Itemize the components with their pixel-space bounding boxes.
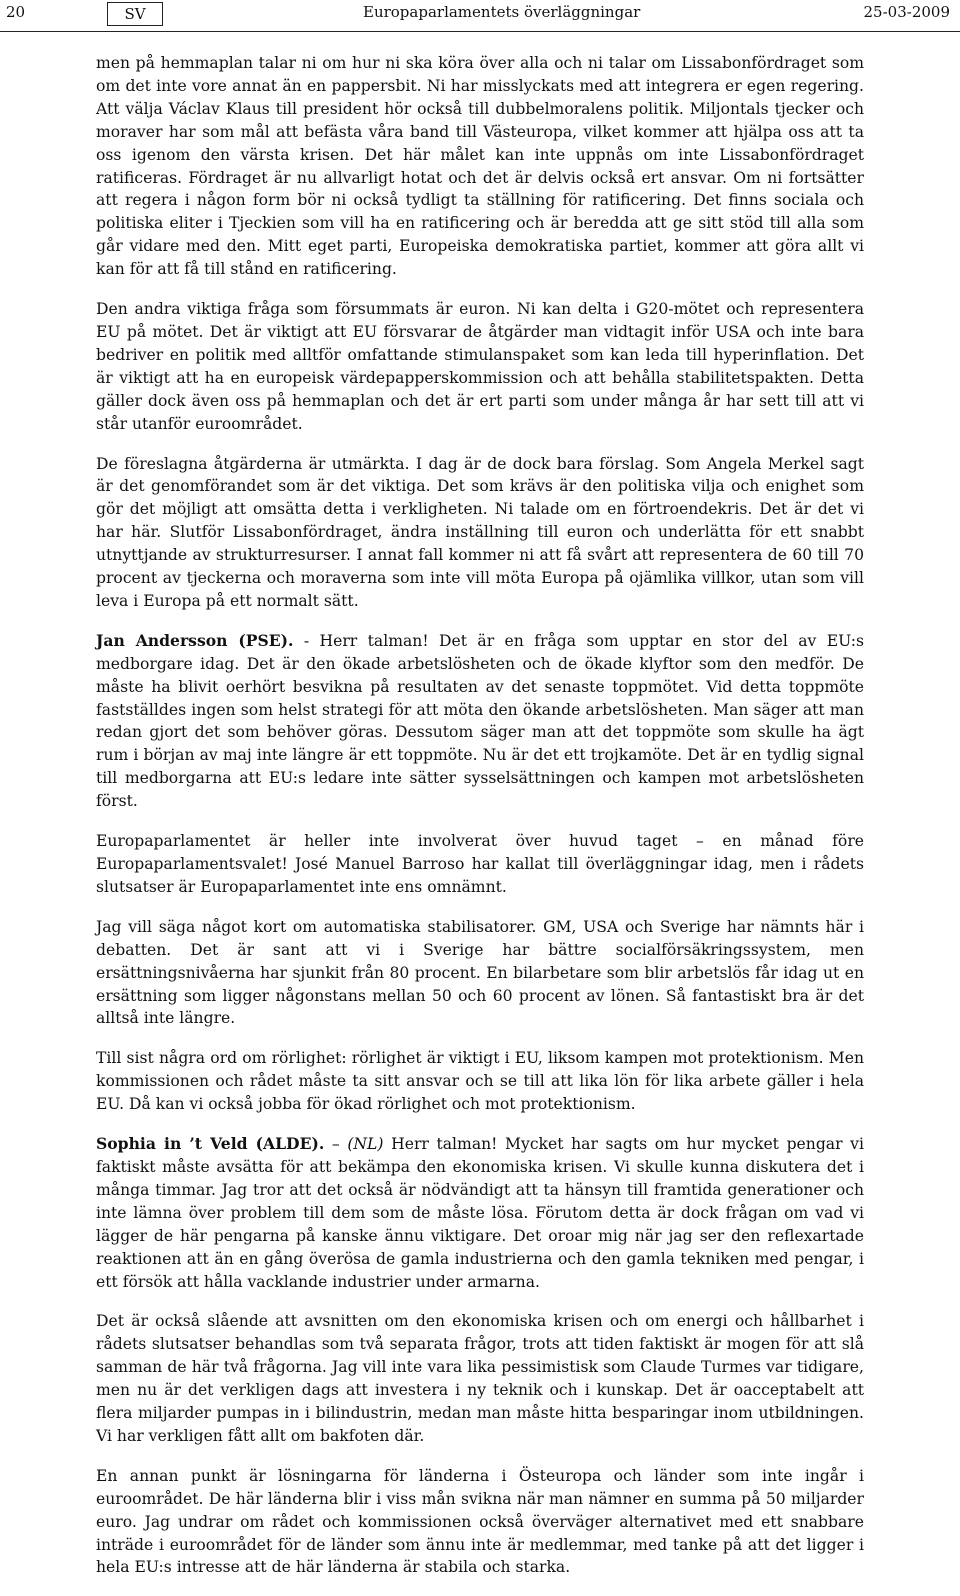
speech-text: Herr talman! Mycket har sagts om hur mycket pengar vi faktiskt måste avsätta för att bekämpa den ekonomiska krisen. Vi skulle kunna diskutera det i många timmar. Jag tror att det också är nödvändigt att ta hänsyn till framtida generationer och inte lämna över problem till dem som de måste lösa. Förutom detta är dock frågan om vad vi lägger de här pengarna på kanske ännu viktigare. Det oroar mig när jag ser den reflexartade reaktionen att än en gång överösa de gamla industrierna och den gamla tekniken med pengar, i ett försök att hålla vacklande industrier under armarna. — [96, 1135, 864, 1291]
language-code-box: SV — [107, 2, 163, 26]
speaker-name: Jan Andersson (PSE). — [96, 630, 294, 650]
speech-opening-andersson — [96, 630, 864, 813]
paragraph: Den andra viktiga fråga som försummats är euron. Ni kan delta i G20-mötet och representera EU på mötet. Det är viktigt att EU försvarar de åtgärder man vidtagit inför USA och inte bara bedriver en politik med alltför omfattande stimulanspaket som kan leda till hyperinflation. Det är viktigt att ha en europeisk värdepapperskommission och att behålla stabilitetspakten. Detta gäller dock även oss på hemmaplan och det är ert parti som under många år har sett till att vi står utanför euroområdet. — [96, 300, 864, 433]
paragraph: Till sist några ord om rörlighet: rörlighet är viktigt i EU, liksom kampen mot protektionism. Men kommissionen och rådet måste ta sitt ansvar och se till att lika lön för lika arbete gäller i hela EU. Då kan vi också jobba för ökad rörlighet och mot protektionism. — [96, 1049, 864, 1114]
document-body — [96, 52, 864, 1596]
speaker-name: Sophia in ’t Veld (ALDE). — [96, 1134, 325, 1154]
dash: – — [324, 1135, 348, 1154]
header-divider — [0, 31, 960, 32]
paragraph: Det är också slående att avsnitten om den ekonomiska krisen och om energi och hållbarhet i rådets slutsatser behandlas som två separata frågor, trots att tiden faktiskt är mogen för att slå samman de här två frågorna. Jag vill inte vara lika pessimistisk som Claude Turmes var tidigare, men nu är det verkligen dags att investera i ny teknik och i kunskap. Det är oacceptabelt att flera miljarder pumpas in i bilindustrin, medan man måste hitta besparingar inom utbildningen. Vi har verkligen fått allt om bakfoten där. — [96, 1312, 864, 1445]
speech-text: - Herr talman! Det är en fråga som upptar en stor del av EU:s medborgare idag. Det är den ökade arbetslösheten och de ökade klyftor som den medför. De måste ha blivit oerhört besvikna på resultaten av det senaste toppmötet. Vid detta toppmöte fastställdes ingen som helst strategi för att möta den ökande arbetslösheten. Man säger att man redan gjort det som behöver göras. Dessutom säger man att det toppmöte som skulle ha ägt rum i början av maj inte längre är ett toppmöte. Nu är det ett trojkamöte. Det är en tydlig signal till medborgarna att EU:s ledare inte sätter sysselsättningen och kampen mot arbetslösheten först. — [96, 631, 865, 811]
speech-opening-veld — [96, 1133, 864, 1293]
paragraph: Jag vill säga något kort om automatiska stabilisatorer. GM, USA och Sverige har nämnts här i debatten. Det är sant att vi i Sverige har bättre socialförsäkringssystem, men ersättningsnivåerna har sjunkit från 80 procent. En bilarbetare som blir arbetslös får idag ut en ersättning som ligger någonstans mellan 50 och 60 procent av lönen. Så fantastiskt bra är det alltså inte längre. — [96, 917, 864, 1028]
publication-date: 25-03-2009 — [863, 3, 950, 21]
paragraph: men på hemmaplan talar ni om hur ni ska köra över alla och ni talar om Lissabonfördraget som om det inte vore annat än en pappersbit. Ni har misslyckats med att integrera er egen regering. Att välja Václav Klaus till president hör också till dubbelmoralens politik. Miljontals tjecker och moraver har som mål att befästa våra band till Västeuropa, vilket kommer att hjälpa oss att ta oss igenom den värsta krisen. Det här målet kan inte uppnås om inte Lissabonfördraget ratificeras. Fördraget är nu allvarligt hotat och det är delvis också ert ansvar. Om ni fortsätter att regera i någon form bör ni också tydligt ta ställning för ratificering. Det finns sociala och politiska eliter i Tjeckien som vill ha en ratificering och är beredda att ge sitt stöd till alla som går vidare med den. Mitt eget parti, Europeiska demokratiska partiet, kommer att göra allt vi kan för att få till stånd en ratificering. — [96, 54, 864, 279]
paragraph: De föreslagna åtgärderna är utmärkta. I dag är de dock bara förslag. Som Angela Merkel sagt är det genomförandet som är det viktiga. Det som krävs är den politiska vilja och enighet som gör det möjligt att omsätta detta i verkligheten. Ni talade om en förtroendekris. Det är det vi har här. Slutför Lissabonfördraget, ändra inställning till euron och underlätta för ett snabbt utnyttjande av strukturresurser. I annat fall kommer ni att få svårt att representera de 60 till 70 procent av tjeckerna och moraverna som inte vill möta Europa på ojämlika villkor, utan som vill leva i Europa på ett normalt sätt. — [96, 454, 864, 610]
paragraph: Europaparlamentet är heller inte involverat över huvud taget – en månad före Europaparlamentsvalet! José Manuel Barroso har kallat till överläggningar idag, men i rådets slutsatser är Europaparlamentet inte ens omnämnt. — [96, 832, 864, 896]
page-header — [0, 0, 960, 30]
page-number: 20 — [6, 3, 26, 21]
paragraph: En annan punkt är lösningarna för länderna i Östeuropa och länder som inte ingår i euroområdet. De här länderna blir i viss mån svikna när man nämner en summa på 50 miljarder euro. Jag undrar om rådet och kommissionen också överväger alternativet med ett snabbare inträde i euroområdet för de länder som ännu inte är medlemmar, med tanke på att det ligger i hela EU:s intresse att de här länderna är stabila och starka. — [96, 1466, 864, 1577]
publication-title: Europaparlamentets överläggningar — [363, 3, 641, 21]
original-language-note: (NL) — [347, 1135, 384, 1154]
